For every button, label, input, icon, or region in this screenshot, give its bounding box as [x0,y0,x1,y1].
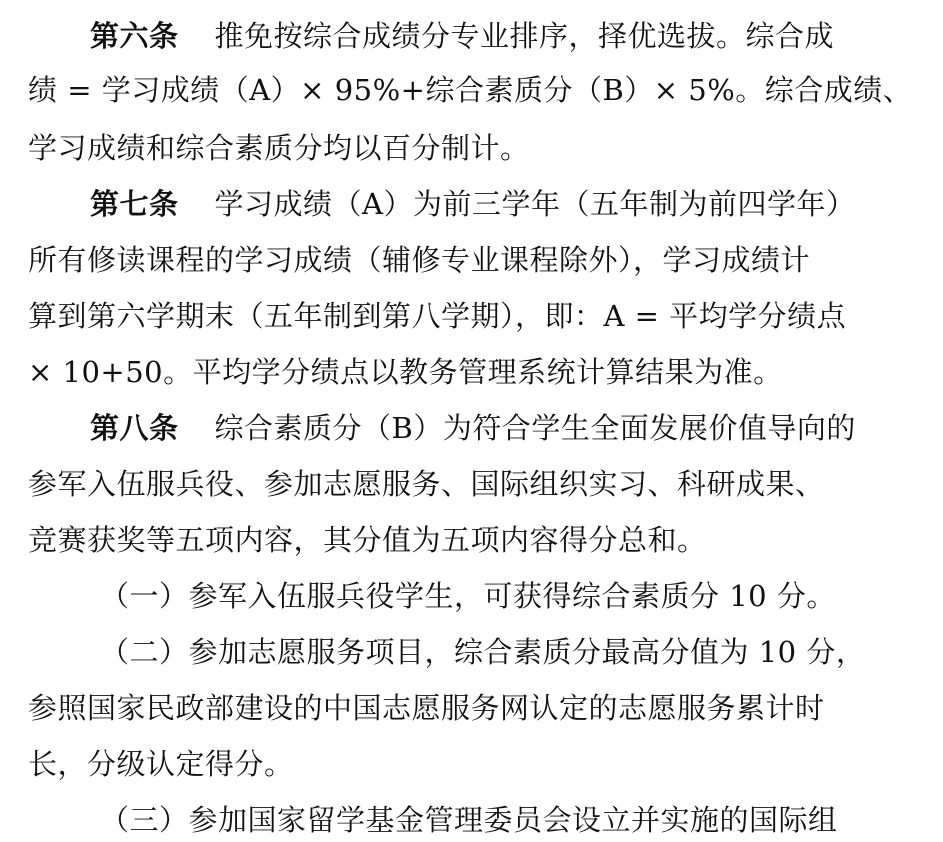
article6-text: 推免按综合成绩分专业排序，择优选拔。综合成 [214,19,835,53]
article6-line1 [90,16,834,56]
article7-line4: × 10+50。平均学分绩点以教务管理系统计算结果为准。 [28,355,783,389]
item2-line1: （二）参加志愿服务项目，综合素质分最高分值为 10 分， [100,635,866,669]
item3-line1: （三）参加国家留学基金管理委员会设立并实施的国际组 [100,803,838,837]
item2-line2: 参照国家民政部建设的中国志愿服务网认定的志愿服务累计时 [28,691,825,725]
article8-heading: 第八条 [90,411,179,445]
item2-line3: 长，分级认定得分。 [28,747,294,781]
article7-line2: 所有修读课程的学习成绩（辅修专业课程除外），学习成绩计 [28,243,811,277]
article6-line2: 绩 = 学习成绩（A）× 95%+综合素质分（B）× 5%。综合成绩、 [28,73,913,107]
item1-line1: （一）参军入伍服兵役学生，可获得综合素质分 10 分。 [100,579,836,613]
article8-line2: 参军入伍服兵役、参加志愿服务、国际组织实习、科研成果、 [28,467,825,501]
article8-line3: 竞赛获奖等五项内容，其分值为五项内容得分总和。 [28,523,707,557]
article7-line3: 算到第六学期末（五年制到第八学期），即：A = 平均学分绩点 [28,299,847,333]
article7-text: 学习成绩（A）为前三学年（五年制为前四学年） [214,187,856,221]
article6-line3: 学习成绩和综合素质分均以百分制计。 [28,131,530,165]
article7-line1 [90,184,855,224]
article8-line1 [90,408,856,448]
article6-heading: 第六条 [90,19,179,53]
article8-text: 综合素质分（B）为符合学生全面发展价值导向的 [214,411,856,445]
article7-heading: 第七条 [90,187,179,221]
